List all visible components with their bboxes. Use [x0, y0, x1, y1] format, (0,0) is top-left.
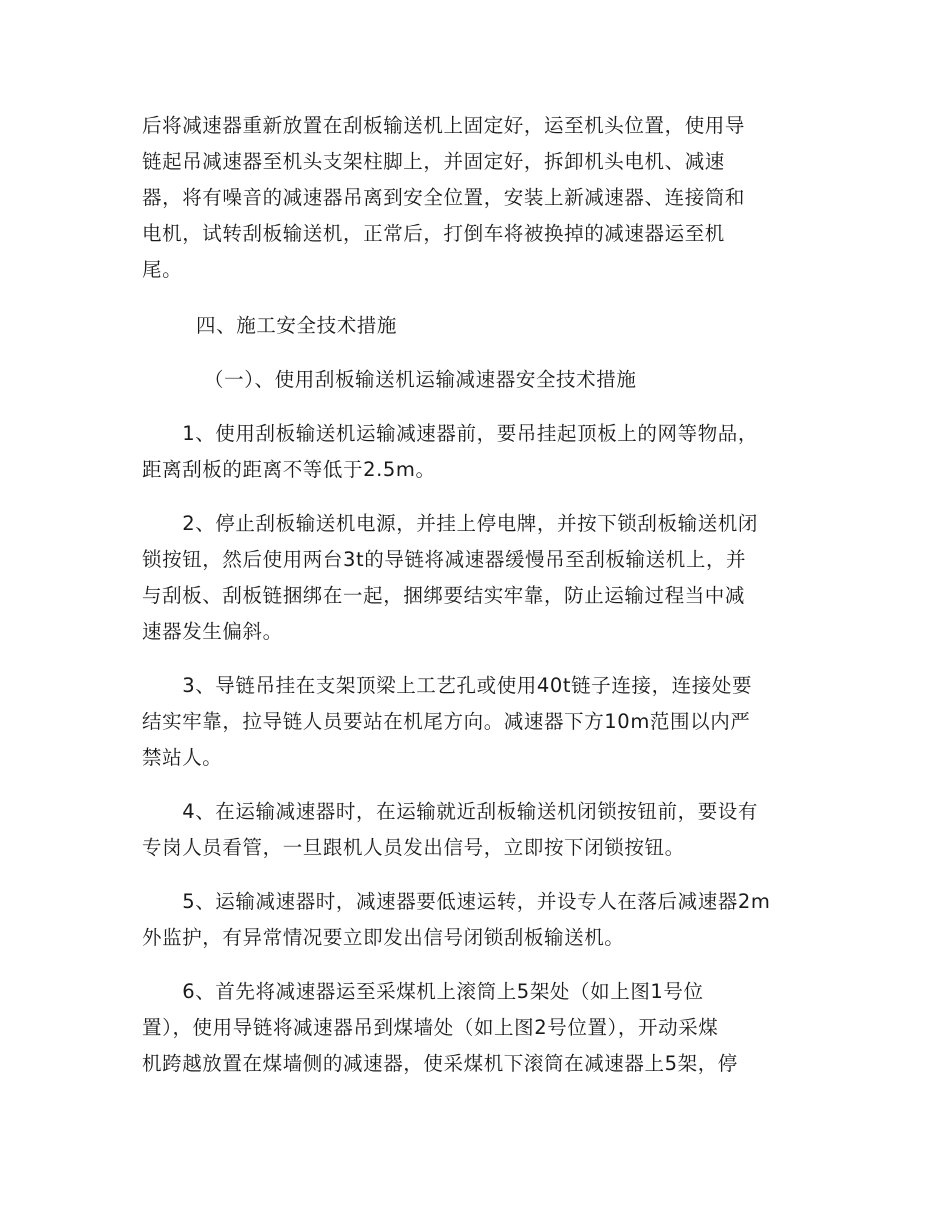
- text-line: 6、首先将减速器运至采煤机上滚筒上5架处（如上图1号位: [142, 980, 704, 1003]
- text-line: 机跨越放置在煤墙侧的减速器，使采煤机下滚筒在减速器上5架，停: [142, 1052, 738, 1075]
- list-item-2: [142, 506, 812, 650]
- text-line: 尾。: [142, 258, 183, 281]
- text-line: 禁站人。: [142, 746, 223, 769]
- list-item-6: [142, 974, 812, 1082]
- text-line: 结实牢靠，拉导链人员要站在机尾方向。减速器下方10m范围以内严: [142, 710, 751, 733]
- subsection-heading: [204, 362, 874, 398]
- intro-paragraph: [142, 108, 812, 288]
- text-line: 链起吊减速器至机头支架柱脚上，并固定好，拆卸机头电机、减速: [142, 150, 725, 173]
- text-line: 速器发生偏斜。: [142, 620, 283, 643]
- section-heading-text: 四、施工安全技术措施: [196, 314, 398, 337]
- text-line: 2、停止刮板输送机电源，并挂上停电牌，并按下锁刮板输送机闭: [142, 512, 759, 535]
- section-heading: [196, 308, 866, 344]
- text-line: 距离刮板的距离不等低于2.5m。: [142, 458, 436, 481]
- subsection-heading-text: （一）、使用刮板输送机运输减速器安全技术措施: [204, 368, 637, 391]
- text-line: 1、使用刮板输送机运输减速器前，要吊挂起顶板上的网等物品，: [142, 422, 759, 445]
- text-line: 4、在运输减速器时，在运输就近刮板输送机闭锁按钮前，要设有: [142, 800, 759, 823]
- text-line: 与刮板、刮板链捆绑在一起，捆绑要结实牢靠，防止运输过程当中减: [142, 584, 746, 607]
- text-line: 专岗人员看管，一旦跟机人员发出信号，立即按下闭锁按钮。: [142, 836, 685, 859]
- list-item-3: [142, 668, 812, 776]
- text-line: 锁按钮，然后使用两台3t的导链将减速器缓慢吊至刮板输送机上，并: [142, 548, 747, 571]
- text-line: 电机，试转刮板输送机，正常后，打倒车将被换掉的减速器运至机: [142, 222, 725, 245]
- text-line: 后将减速器重新放置在刮板输送机上固定好，运至机头位置，使用导: [142, 114, 746, 137]
- text-line: 5、运输减速器时，减速器要低速运转，并设专人在落后减速器2m: [142, 890, 771, 913]
- text-line: 外监护，有异常情况要立即发出信号闭锁刮板输送机。: [142, 926, 625, 949]
- list-item-5: [142, 884, 812, 956]
- text-line: 置），使用导链将减速器吊到煤墙处（如上图2号位置），开动采煤: [142, 1016, 719, 1039]
- list-item-4: [142, 794, 812, 866]
- list-item-1: [142, 416, 812, 488]
- text-line: 器，将有噪音的减速器吊离到安全位置，安装上新减速器、连接筒和: [142, 186, 746, 209]
- text-line: 3、导链吊挂在支架顶梁上工艺孔或使用40t链子连接，连接处要: [142, 674, 753, 697]
